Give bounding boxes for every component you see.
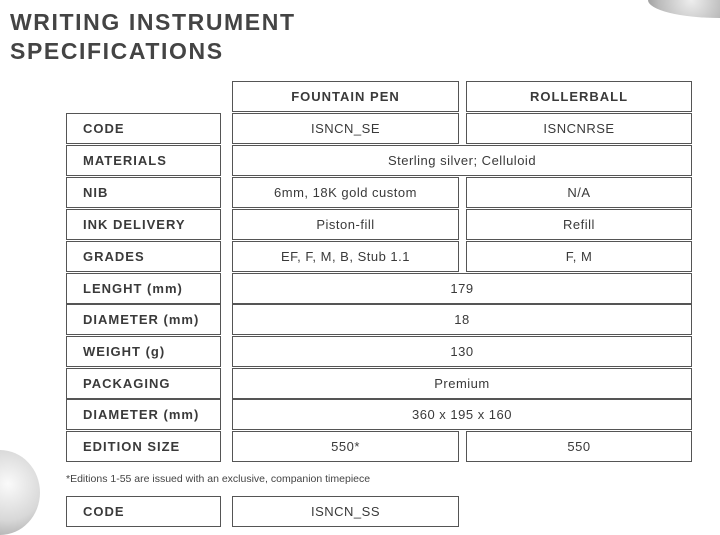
- footnote: *Editions 1-55 are issued with an exclusive, companion timepiece: [66, 473, 371, 485]
- row-label: NIB: [66, 177, 221, 208]
- row-value-rollerball: ISNCNRSE: [466, 113, 692, 144]
- row-value-fountain-pen: ISNCN_SE: [232, 113, 459, 144]
- row-label: CODE: [66, 113, 221, 144]
- row-label: INK DELIVERY: [66, 209, 221, 240]
- row-label: DIAMETER (mm): [66, 304, 221, 335]
- row-value-fountain-pen: 550*: [232, 431, 459, 462]
- extra-row-label: CODE: [66, 496, 221, 527]
- row-value-spanning: Sterling silver; Celluloid: [232, 145, 692, 176]
- row-value-spanning: 179: [232, 273, 692, 304]
- row-value-spanning: 18: [232, 304, 692, 335]
- title-line-1: WRITING INSTRUMENT: [10, 9, 296, 35]
- column-header-fountain-pen: FOUNTAIN PEN: [232, 81, 459, 112]
- row-value-rollerball: 550: [466, 431, 692, 462]
- row-label: EDITION SIZE: [66, 431, 221, 462]
- decorative-stone-top-right: [648, 0, 720, 18]
- row-value-fountain-pen: EF, F, M, B, Stub 1.1: [232, 241, 459, 272]
- row-value-rollerball: Refill: [466, 209, 692, 240]
- row-label: PACKAGING: [66, 368, 221, 399]
- row-value-rollerball: F, M: [466, 241, 692, 272]
- row-label: DIAMETER (mm): [66, 399, 221, 430]
- extra-row-value: ISNCN_SS: [232, 496, 459, 527]
- row-value-spanning: 360 x 195 x 160: [232, 399, 692, 430]
- row-label: LENGHT (mm): [66, 273, 221, 304]
- column-header-rollerball: ROLLERBALL: [466, 81, 692, 112]
- row-value-rollerball: N/A: [466, 177, 692, 208]
- row-value-fountain-pen: 6mm, 18K gold custom: [232, 177, 459, 208]
- row-value-fountain-pen: Piston-fill: [232, 209, 459, 240]
- decorative-stone-bottom-left: [0, 450, 40, 535]
- page-title: [10, 8, 296, 66]
- row-value-spanning: 130: [232, 336, 692, 367]
- row-value-spanning: Premium: [232, 368, 692, 399]
- row-label: MATERIALS: [66, 145, 221, 176]
- row-label: WEIGHT (g): [66, 336, 221, 367]
- row-label: GRADES: [66, 241, 221, 272]
- title-line-2: SPECIFICATIONS: [10, 38, 224, 64]
